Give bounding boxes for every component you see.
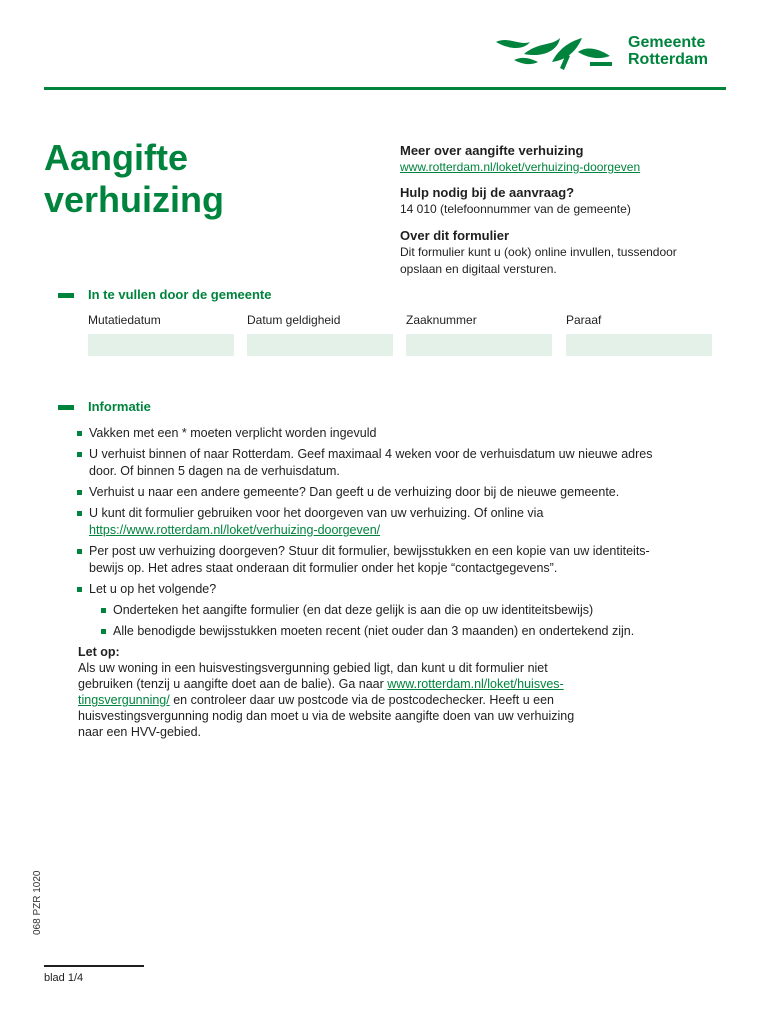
header-divider [44, 87, 726, 90]
page-number: blad 1/4 [44, 972, 84, 984]
zaaknummer-input[interactable] [406, 334, 552, 356]
datum-geldigheid-field [247, 313, 393, 356]
logo-wordmark [628, 34, 708, 68]
informatie-list [77, 425, 727, 644]
more-info-block [400, 143, 730, 176]
title-line-1: Aangifte [44, 137, 188, 178]
paraaf-input[interactable] [566, 334, 712, 356]
zaaknummer-label: Zaaknummer [406, 313, 477, 327]
list-item: Verhuist u naar een andere gemeente? Dan geeft u de verhuizing door bij de nieuwe gemeente. [77, 484, 727, 501]
office-section-label: In te vullen door de gemeente [88, 287, 272, 302]
mutatiedatum-input[interactable] [88, 334, 234, 356]
mutatiedatum-field [88, 313, 234, 356]
page-title [44, 137, 374, 221]
paraaf-field [566, 313, 712, 356]
informatie-section-label: Informatie [88, 399, 151, 414]
logo-line-2: Rotterdam [628, 51, 709, 68]
bullet-icon [77, 511, 82, 516]
rotterdam-leaf-emblem-icon [494, 32, 616, 72]
huisvestingsvergunning-link[interactable]: www.rotterdam.nl/loket/huisves- [387, 677, 564, 691]
zaaknummer-field [406, 313, 552, 356]
title-line-2: verhuizing [44, 179, 225, 220]
let-op-notice: Let op: Als uw woning in een huisvestingsvergunning gebied ligt, dan kunt u dit formulier niet gebruiken (tenzij u aangifte doet aan de balie). Ga naar www.rotterdam.nl/loket/huisves- tingsvergunning/ en controleer daar uw postcode via de postcodechecker. Heeft u een huisvestingsvergunning nodig dan moet u via de website aangifte doen van uw verhuizing naar een HVV-gebied. [78, 644, 648, 740]
about-form-text-2: opslaan en digitaal versturen. [400, 262, 557, 276]
gemeente-rotterdam-logo [494, 28, 724, 76]
sub-list-item: Onderteken het aangifte formulier (en dat deze gelijk is aan die op uw identiteitsbewijs) [101, 602, 727, 619]
mutatiedatum-label: Mutatiedatum [88, 313, 161, 327]
bullet-icon [77, 431, 82, 436]
help-block [400, 185, 730, 218]
list-item: Let u op het volgende? [77, 581, 727, 598]
bullet-icon [77, 549, 82, 554]
list-item: Vakken met een * moeten verplicht worden ingevuld [77, 425, 727, 442]
section-marker [58, 293, 74, 298]
huisvestingsvergunning-link-cont[interactable]: tingsvergunning/ [78, 693, 170, 707]
bullet-icon [77, 490, 82, 495]
about-form-heading: Over dit formulier [400, 228, 510, 243]
verhuizing-online-link[interactable]: https://www.rotterdam.nl/loket/verhuizing-doorgeven/ [89, 523, 381, 537]
datum-geldigheid-input[interactable] [247, 334, 393, 356]
bullet-icon [77, 587, 82, 592]
form-code: 068 PZR 1020 [32, 870, 43, 935]
help-phone: 14 010 (telefoonnummer van de gemeente) [400, 202, 631, 216]
about-form-text-1: Dit formulier kunt u (ook) online invullen, tussendoor [400, 245, 677, 259]
more-info-link[interactable]: www.rotterdam.nl/loket/verhuizing-doorgeven [400, 160, 641, 174]
list-item: U verhuist binnen of naar Rotterdam. Geef maximaal 4 weken voor de verhuisdatum uw nieuwe adres door. Of binnen 5 dagen na de verhuisdatum. [77, 446, 727, 480]
section-marker [58, 405, 74, 410]
bullet-icon [77, 452, 82, 457]
more-info-heading: Meer over aangifte verhuizing [400, 143, 584, 158]
sub-list-item: Alle benodigde bewijsstukken moeten recent (niet ouder dan 3 maanden) en ondertekend zijn. [101, 623, 727, 640]
paraaf-label: Paraaf [566, 313, 602, 327]
help-heading: Hulp nodig bij de aanvraag? [400, 185, 575, 200]
datum-geldigheid-label: Datum geldigheid [247, 313, 341, 327]
footer-divider [44, 965, 144, 967]
logo-line-1: Gemeente [628, 34, 706, 51]
let-op-heading: Let op: [78, 645, 120, 659]
bullet-icon [101, 629, 106, 634]
list-item: Per post uw verhuizing doorgeven? Stuur dit formulier, bewijsstukken en een kopie van uw identiteits- bewijs op. Het adres staat onderaan dit formulier onder het kopje “contactgegevens”. [77, 543, 727, 577]
list-item: U kunt dit formulier gebruiken voor het doorgeven van uw verhuizing. Of online via https://www.rotterdam.nl/loket/verhuizing-doorgeven/ [77, 505, 727, 539]
bullet-icon [101, 608, 106, 613]
about-form-block [400, 228, 730, 278]
